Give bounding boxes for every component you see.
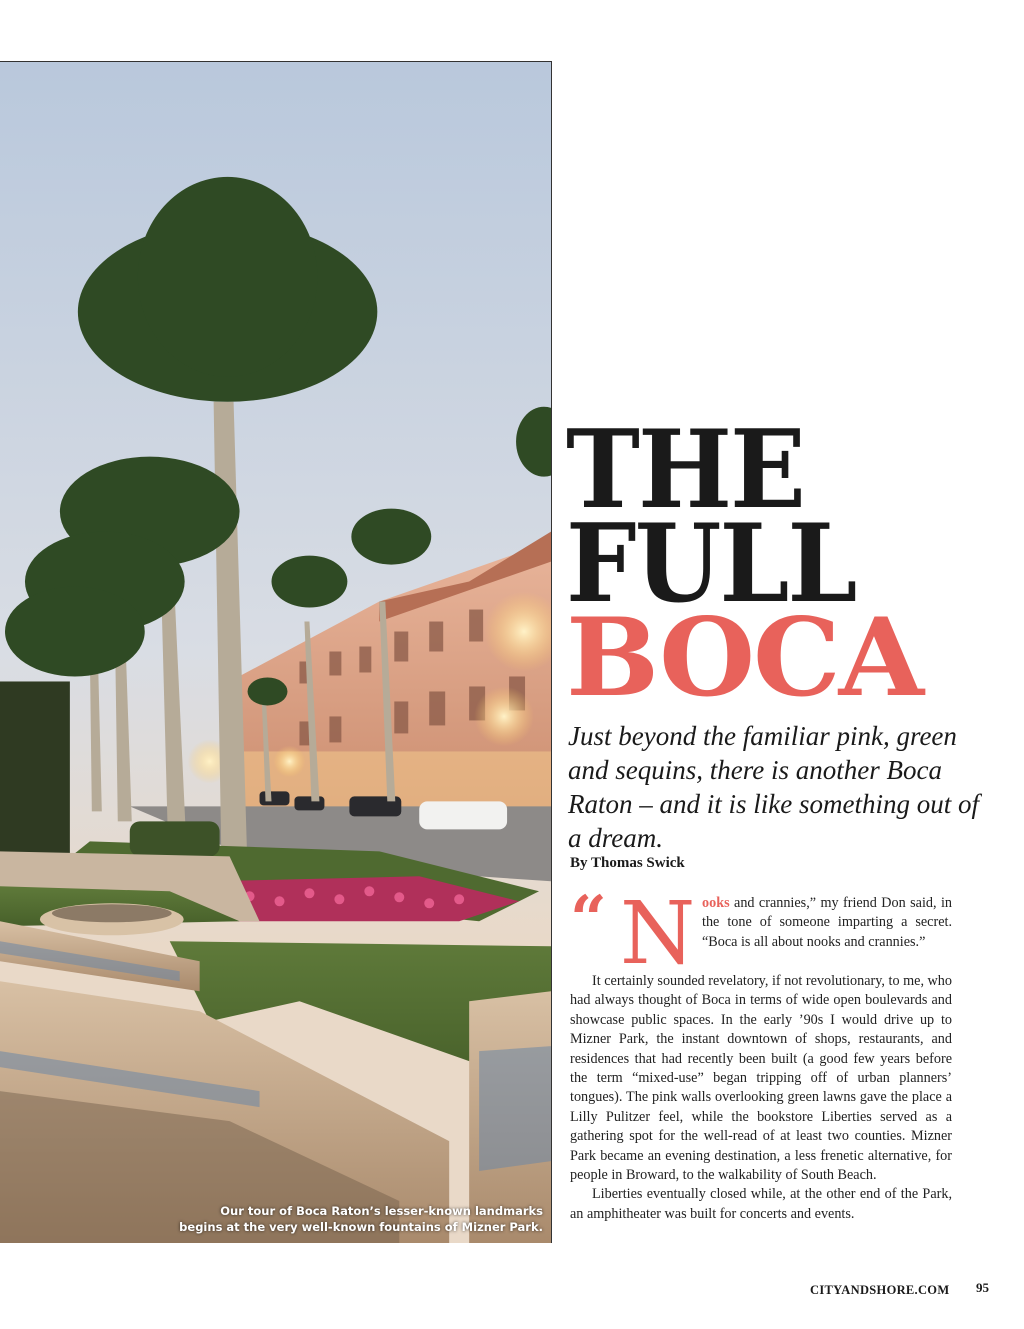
footer-website: CITYANDSHORE.COM (810, 1283, 950, 1297)
page-number: 95 (976, 1280, 989, 1295)
article-body (570, 882, 952, 1224)
article-deck: Just beyond the familiar pink, green and sequins, there is another Boca Raton – and it is like something out of a dream. (568, 721, 979, 853)
drop-cap: N (620, 884, 696, 984)
lead-in-word: ooks (702, 895, 730, 911)
opening-paragraph (702, 894, 952, 952)
mizner-park-photo (0, 62, 551, 1243)
opening-quote-mark: “ (570, 882, 607, 957)
opening-paragraph-text: and crannies,” my friend Don said, in the tone of someone imparting a secret. “Boca is all about nooks and crannies.” (702, 895, 952, 950)
body-paragraph-2: It certainly sounded revelatory, if not revolutionary, to me, who had always thought of Boca in terms of wide open boulevards and showcase public spaces. In the early ’90s I would drive up to Mizner Park, the instant downtown of shops, restaurants, and residences that had recently been built (a good few years before the term “mixed-use” began tripping off of urban planners’ tongues). The pink walls overlooking green lawns gave the place a Lilly Pulitzer feel, while the bookstore Liberties served as a gathering spot for the well-read of at least two counties. Mizner Park became an evening destination, a less frenetic alternative, for people in Broward, to the walkability of South Beach. (570, 973, 952, 1184)
headline-line-3: BOCA (566, 595, 923, 721)
headline-line-2: FULL (566, 501, 856, 627)
caption-line-2: begins at the very well-known fountains of Mizner Park. (179, 1220, 543, 1234)
article-byline: By Thomas Swick (570, 855, 685, 871)
article-headline (566, 407, 966, 721)
caption-line-1: Our tour of Boca Raton’s lesser-known landmarks (220, 1204, 543, 1218)
opening-paragraph-block (570, 882, 952, 984)
feature-photo (0, 61, 552, 1243)
headline-line-1: THE (566, 407, 805, 533)
body-paragraph-3: Liberties eventually closed while, at the other end of the Park, an amphitheater was built for concerts and events. (570, 1186, 952, 1222)
photo-caption (179, 1203, 543, 1235)
